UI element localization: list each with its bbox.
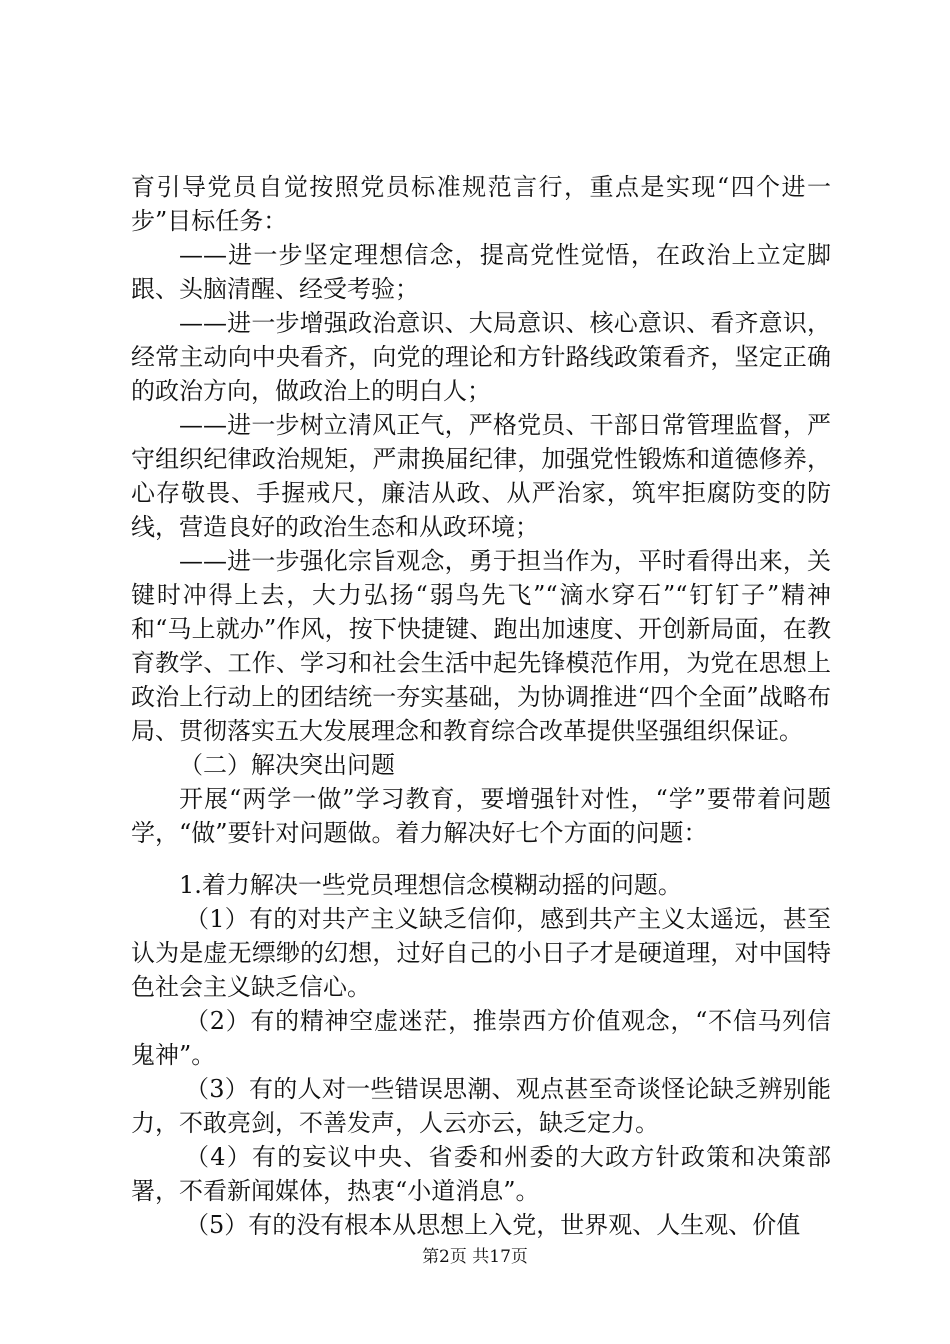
section-heading: （二）解决突出问题	[179, 751, 395, 779]
paragraph-goal-2: ——进一步增强政治意识、大局意识、核心意识、看齐意识，经常主动向中央看齐，向党的理论和方针路线政策看齐，坚定正确的政治方向，做政治上的明白人；	[131, 309, 831, 405]
paragraph-section-intro: 开展“两学一做”学习教育，要增强针对性，“学”要带着问题学，“做”要针对问题做。着力解决好七个方面的问题：	[131, 785, 831, 847]
paragraph-subitem-1: （1）有的对共产主义缺乏信仰，感到共产主义太遥远，甚至认为是虚无缥缈的幻想，过好自己的小日子才是硬道理，对中国特色社会主义缺乏信心。	[131, 905, 831, 1001]
page-footer: 第2页 共17页	[422, 1247, 528, 1267]
paragraph-item-1: 1.着力解决一些党员理想信念模糊动摇的问题。	[179, 871, 682, 899]
paragraph-goal-1: ——进一步坚定理想信念，提高党性觉悟，在政治上立定脚跟、头脑清醒、经受考验；	[131, 241, 831, 303]
paragraph-subitem-2: （2）有的精神空虚迷茫，推崇西方价值观念，“不信马列信鬼神”。	[131, 1007, 831, 1069]
paragraph-subitem-3: （3）有的人对一些错误思潮、观点甚至奇谈怪论缺乏辨别能力，不敢亮剑，不善发声，人云亦云，缺乏定力。	[131, 1075, 831, 1137]
document-body	[131, 170, 831, 1242]
paragraph-goal-3: ——进一步树立清风正气，严格党员、干部日常管理监督，严守组织纪律政治规矩，严肃换届纪律，加强党性锻炼和道德修养，心存敬畏、手握戒尺，廉洁从政、从严治家，筑牢拒腐防变的防线，营造良好的政治生态和从政环境；	[131, 411, 831, 541]
paragraph-subitem-4: （4）有的妄议中央、省委和州委的大政方针政策和决策部署，不看新闻媒体，热衷“小道消息”。	[131, 1143, 831, 1205]
paragraph-intro: 育引导党员自觉按照党员标准规范言行，重点是实现“四个进一步”目标任务：	[131, 173, 831, 235]
paragraph-goal-4: ——进一步强化宗旨观念，勇于担当作为，平时看得出来，关键时冲得上去，大力弘扬“弱鸟先飞”“滴水穿石”“钉钉子”精神和“马上就办”作风，按下快捷键、跑出加速度、开创新局面，在教育教学、工作、学习和社会生活中起先锋模范作用，为党在思想上政治上行动上的团结统一夯实基础，为协调推进“四个全面”战略布局、贯彻落实五大发展理念和教育综合改革提供坚强组织保证。	[131, 547, 831, 745]
paragraph-subitem-5: （5）有的没有根本从思想上入党，世界观、人生观、价值	[185, 1211, 801, 1239]
